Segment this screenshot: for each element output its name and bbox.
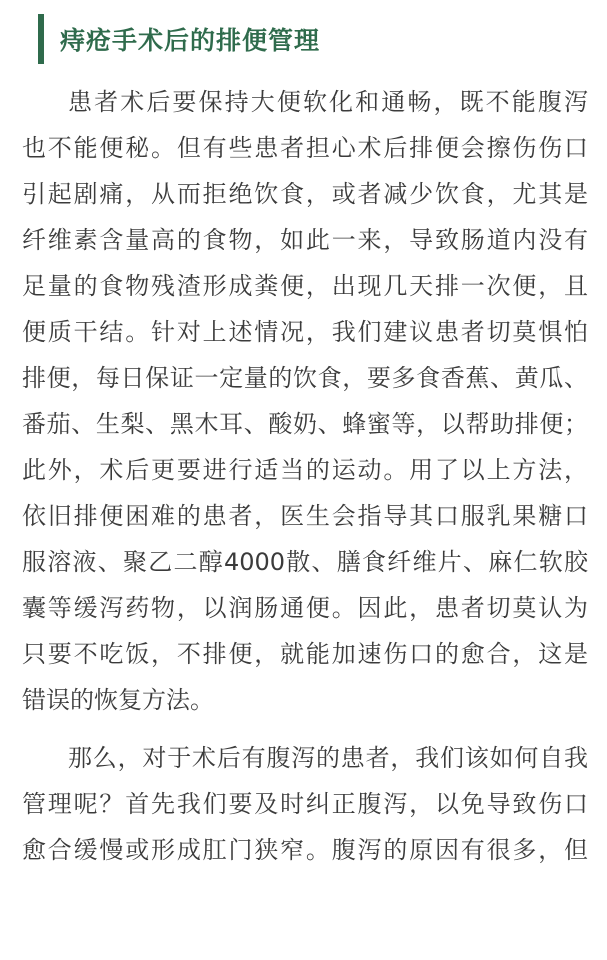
text-line: 番茄、生梨、黑木耳、酸奶、蜂蜜等，以帮助排便； <box>22 410 588 438</box>
heading-accent-bar <box>38 14 44 64</box>
text-line: 排便，每日保证一定量的饮食，要多食香蕉、黄瓜、 <box>22 364 588 392</box>
heading-title: 痔疮手术后的排便管理 <box>60 26 321 55</box>
text-line: 那么，对于术后有腹泻的患者，我们该如何自我 <box>68 744 588 772</box>
text-line: 只要不吃饭，不排便，就能加速伤口的愈合，这是 <box>22 640 588 668</box>
text-line: 囊等缓泻药物，以润肠通便。因此，患者切莫认为 <box>22 594 588 622</box>
paragraph-1 <box>22 79 588 723</box>
text-line: 依旧排便困难的患者，医生会指导其口服乳果糖口 <box>22 502 588 530</box>
text-line: 引起剧痛，从而拒绝饮食，或者减少饮食，尤其是 <box>22 180 588 208</box>
article-body <box>22 79 588 885</box>
text-line: 错误的恢复方法。 <box>22 686 214 714</box>
text-line: 足量的食物残渣形成粪便，出现几天排一次便，且 <box>22 272 588 300</box>
text-line: 也不能便秘。但有些患者担心术后排便会擦伤伤口 <box>22 134 588 162</box>
text-line: 此外，术后更要进行适当的运动。用了以上方法， <box>22 456 588 484</box>
text-line: 愈合缓慢或形成肛门狭窄。腹泻的原因有很多，但 <box>22 836 588 864</box>
paragraph-2 <box>22 735 588 873</box>
text-line: 患者术后要保持大便软化和通畅，既不能腹泻 <box>68 88 588 116</box>
text-line: 便质干结。针对上述情况，我们建议患者切莫惧怕 <box>22 318 588 346</box>
text-line: 纤维素含量高的食物，如此一来，导致肠道内没有 <box>22 226 588 254</box>
text-line: 管理呢？首先我们要及时纠正腹泻，以免导致伤口 <box>22 790 588 818</box>
text-line: 服溶液、聚乙二醇4000散、膳食纤维片、麻仁软胶 <box>22 548 588 576</box>
section-heading <box>38 14 320 64</box>
